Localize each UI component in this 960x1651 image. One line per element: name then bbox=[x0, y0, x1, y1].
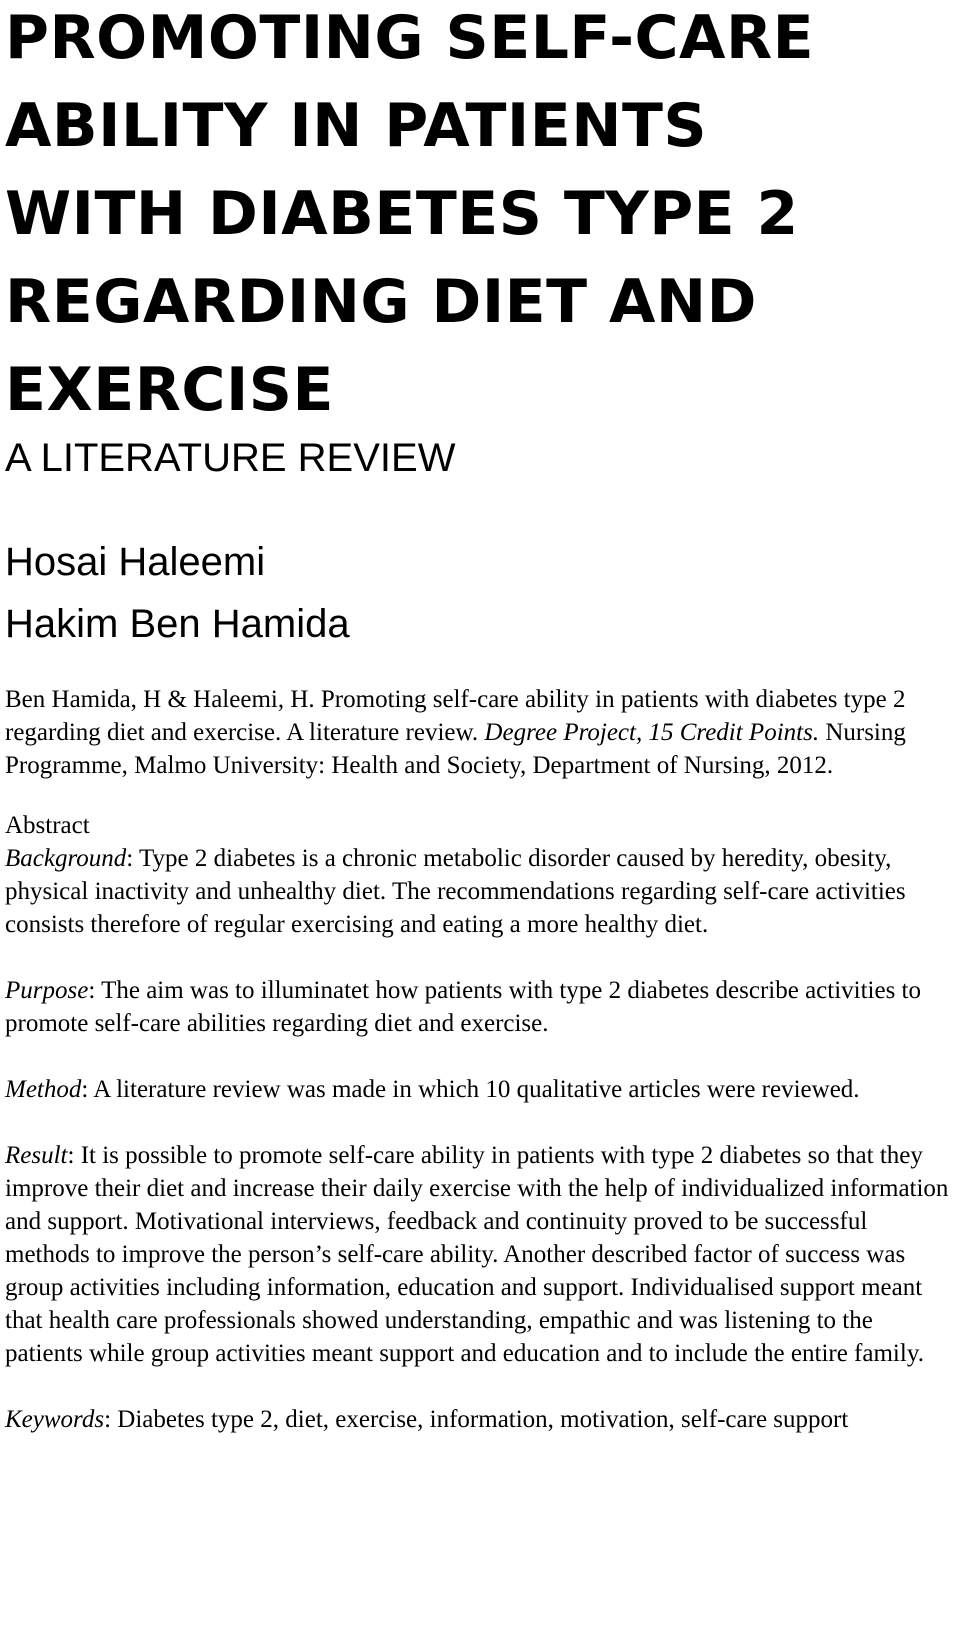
title-line: ABILITY IN PATIENTS bbox=[5, 91, 708, 161]
keywords-paragraph bbox=[5, 1403, 950, 1436]
result-paragraph bbox=[5, 1139, 950, 1370]
title-line: PROMOTING SELF-CARE bbox=[5, 3, 815, 73]
background-paragraph bbox=[5, 842, 950, 941]
citation-text: Ben Hamida, H & Haleemi, H. Promoting self-care ability in patients with diabetes type 2 regarding diet and exercise. A literature review. bbox=[5, 686, 906, 746]
author-name: Hosai Haleemi bbox=[5, 540, 266, 584]
title-line: EXERCISE bbox=[5, 355, 334, 425]
section-label: Method bbox=[5, 1076, 82, 1103]
citation-text: Nursing Programme, Malmo University: Health and Society, Department of Nursing, 2012. bbox=[5, 719, 906, 779]
section-label: Result bbox=[5, 1142, 68, 1169]
section-text: : It is possible to promote self-care ability in patients with type 2 diabetes so that they improve their diet and increase their daily exercise with the help of individualized information and support. Motivational interviews, feedback and continuity proved to be successful methods to improve the person’s self-care ability. Another described factor of success was group activities including information, education and support. Individualised support meant that health care professionals showed understanding, empathic and was listening to the patients while group activities meant support and education and to include the entire family. bbox=[5, 1142, 949, 1367]
document-subtitle: A LITERATURE REVIEW bbox=[5, 436, 456, 480]
abstract-heading: Abstract bbox=[5, 812, 90, 839]
section-label: Keywords bbox=[5, 1406, 105, 1433]
citation-paragraph bbox=[5, 683, 950, 782]
citation-italic: Degree Project, 15 Credit Points. bbox=[484, 719, 820, 746]
document-page bbox=[5, 0, 950, 1436]
method-paragraph bbox=[5, 1073, 950, 1106]
title-line: REGARDING DIET AND bbox=[5, 267, 757, 337]
author-name: Hakim Ben Hamida bbox=[5, 602, 350, 646]
title-line: WITH DIABETES TYPE 2 bbox=[5, 179, 799, 249]
purpose-paragraph bbox=[5, 974, 950, 1040]
section-text: : The aim was to illuminatet how patients with type 2 diabetes describe activities to promote self-care abilities regarding diet and exercise. bbox=[5, 977, 922, 1037]
document-title bbox=[5, 0, 950, 434]
section-label: Purpose bbox=[5, 977, 89, 1004]
authors-block bbox=[5, 531, 950, 655]
section-text: : Diabetes type 2, diet, exercise, information, motivation, self-care support bbox=[104, 1406, 849, 1433]
section-label: Background bbox=[5, 845, 127, 872]
section-text: : A literature review was made in which 10 qualitative articles were reviewed. bbox=[81, 1076, 860, 1103]
section-text: : Type 2 diabetes is a chronic metabolic disorder caused by heredity, obesity, physical inactivity and unhealthy diet. The recommendations regarding self-care activities consists therefore of regular exercising and eating a more healthy diet. bbox=[5, 845, 906, 938]
